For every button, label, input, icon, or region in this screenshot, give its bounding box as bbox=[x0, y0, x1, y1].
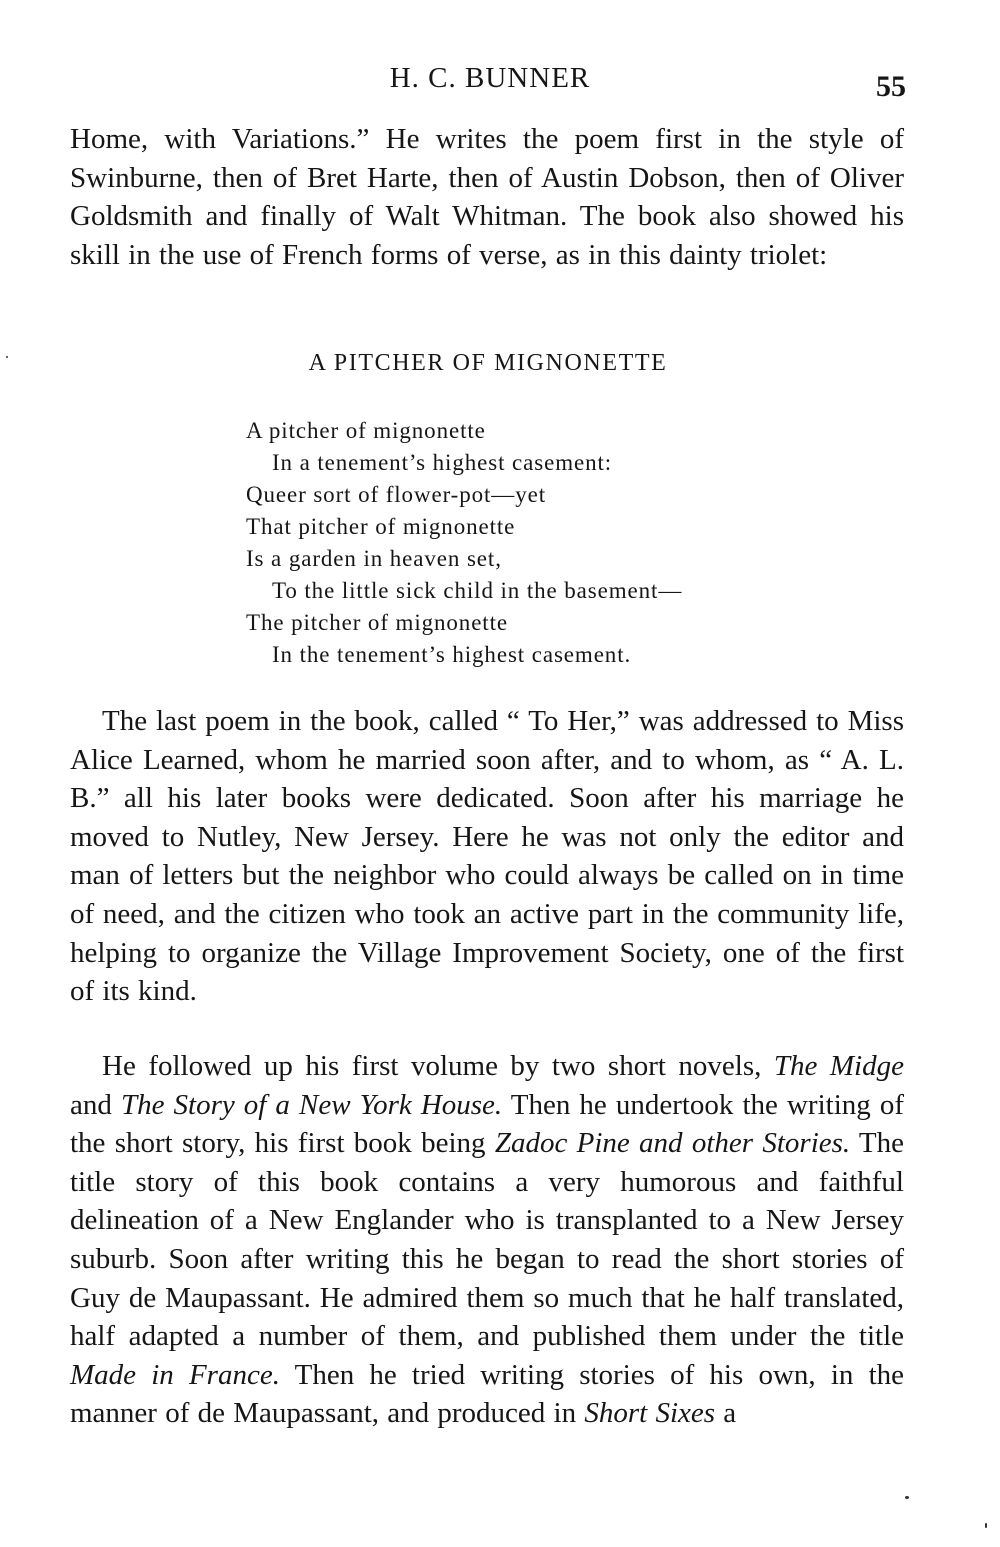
poem-line: Is a garden in heaven set, bbox=[246, 546, 502, 571]
paragraph-text: Home, with Variations.” He writes the poem first in the style of Swinburne, then of Bret Harte, then of Austin Dobson, then of Oliver Goldsmith and finally of Walt Whitman. The book also showed his skill in the use of French forms of verse, as in this dainty triolet: bbox=[70, 123, 904, 271]
paragraph bbox=[70, 702, 904, 1011]
book-title-italic: Short Sixes bbox=[584, 1397, 716, 1430]
paragraph bbox=[70, 1047, 904, 1433]
poem-line: Queer sort of flower-pot—yet bbox=[246, 482, 547, 507]
poem-line: A pitcher of mignonette bbox=[246, 418, 486, 443]
poem-triolet bbox=[246, 415, 682, 671]
scan-speck bbox=[6, 356, 8, 358]
text-run: a bbox=[715, 1397, 737, 1430]
text-run: Then he tried writing stories of his own, in the manner of de Maupassant, and produced in bbox=[70, 1358, 904, 1430]
scan-speck bbox=[985, 1523, 987, 1528]
paragraph-text: The last poem in the book, called “ To Her,” was addressed to Miss Alice Learned, whom he married soon after, and to whom, as “ A. L. B.” all his later books were dedicated. Soon after his marriage he moved to Nutley, New Jersey. Here he was not only the editor and man of letters but the neighbor who could always be called on in time of need, and the citizen who took an active part in the community life, helping to organize the Village Improvement Society, one of the first of its kind. bbox=[70, 705, 904, 1008]
poem-line: In the tenement’s highest casement. bbox=[272, 642, 632, 667]
book-title-italic: Made in France. bbox=[70, 1358, 280, 1391]
poem-line: That pitcher of mignonette bbox=[246, 514, 516, 539]
poem-line: The pitcher of mignonette bbox=[246, 610, 509, 635]
text-run: Then he undertook the writing of the short story, his first book being bbox=[70, 1088, 904, 1160]
poem-title: A PITCHER OF MIGNONETTE bbox=[308, 350, 668, 376]
text-run: He followed up his first volume by two short novels, bbox=[102, 1050, 774, 1082]
paragraph-text bbox=[70, 1047, 904, 1433]
book-title-italic: The Midge bbox=[773, 1050, 904, 1082]
scan-speck bbox=[905, 1496, 909, 1499]
text-run: and bbox=[70, 1088, 121, 1121]
book-title-italic: The Story of a New York House. bbox=[120, 1088, 503, 1121]
paragraph-continuation bbox=[70, 120, 904, 274]
poem-line: To the little sick child in the basement— bbox=[272, 578, 683, 603]
poem-line: In a tenement’s highest casement: bbox=[272, 450, 613, 475]
running-head: H. C. BUNNER bbox=[389, 62, 591, 94]
text-run: The title story of this book contains a very humorous and faithful delineation of a New Englander who is transplanted to a New Jersey suburb. Soon after writing this he began to read the short stories of Guy de Maupassant. He admired them so much that he half translated, half adapted a number of them, and published them under the title bbox=[70, 1127, 905, 1353]
book-title-italic: Zadoc Pine and other Stories. bbox=[494, 1127, 851, 1160]
page-number: 55 bbox=[876, 70, 906, 103]
